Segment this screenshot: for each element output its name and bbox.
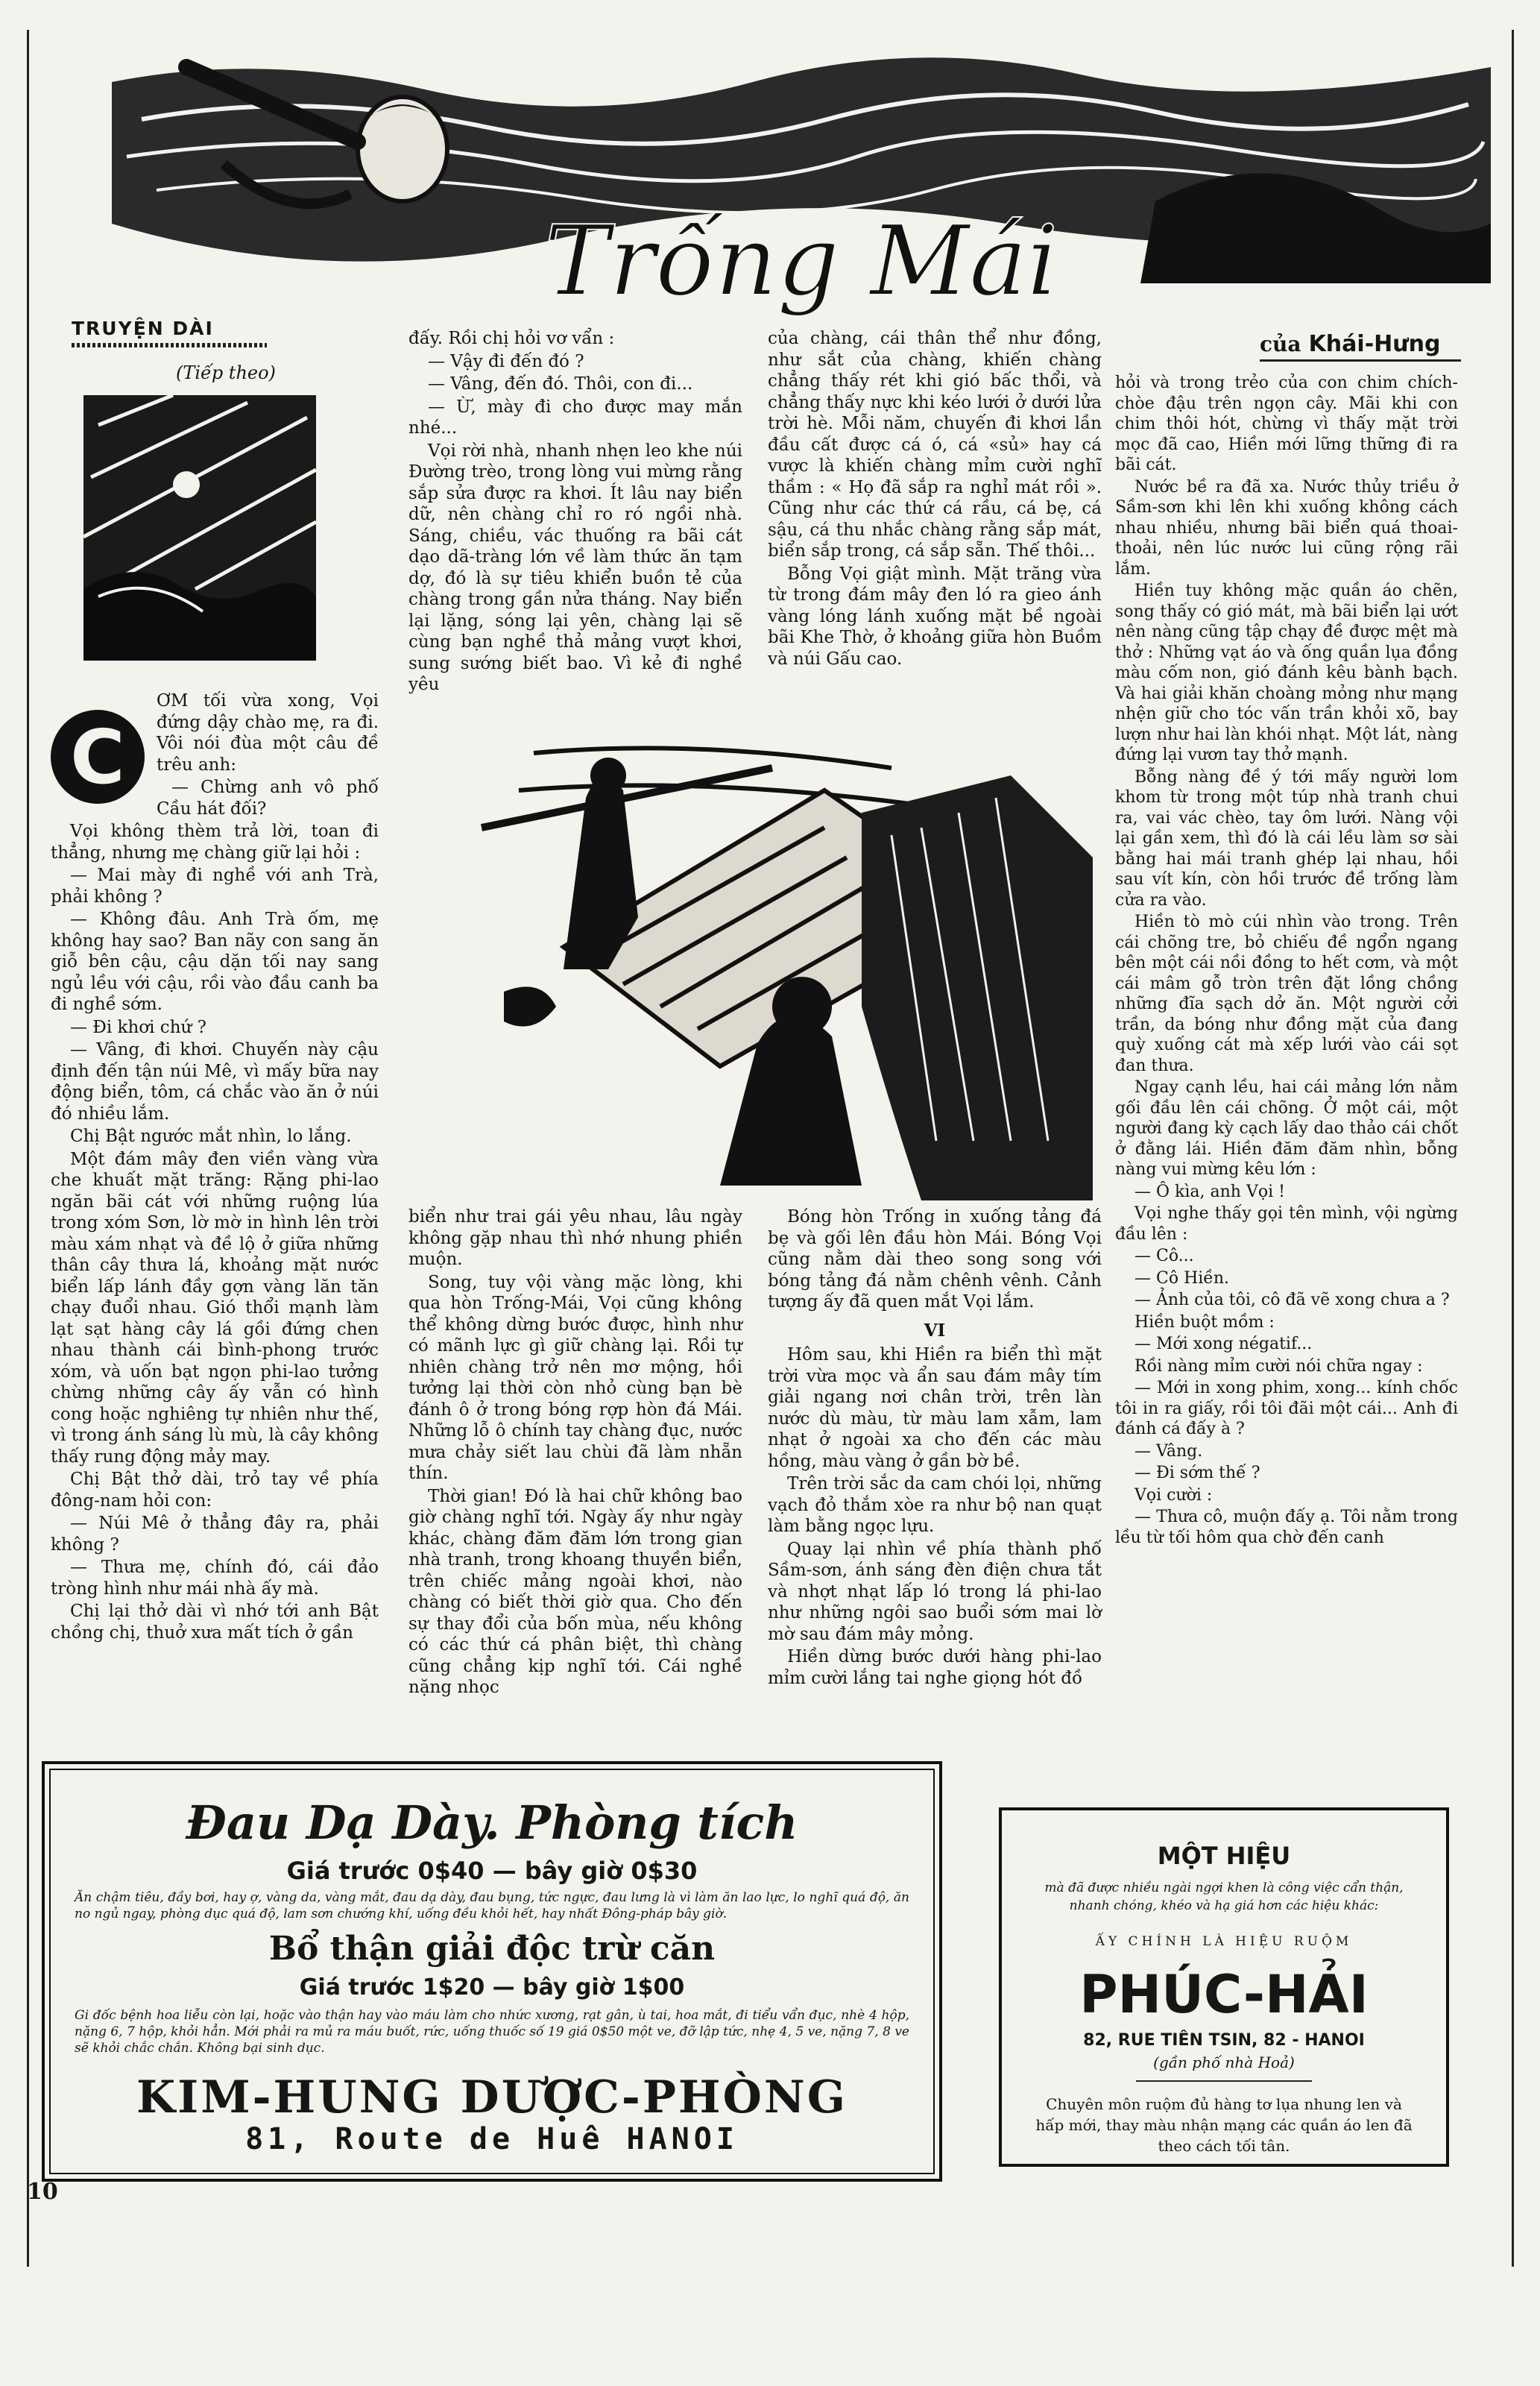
paragraph: — Đi khơi chứ ? [70, 1017, 206, 1037]
paragraph: của chàng, cái thân thể như đồng, như sắt của chàng, khiến chàng chẳng thấy rét khi gió bấc thổi, và chẳng thấy nực khi kéo lưới ở dưới lửa trời hè. Mỗi năm, chuyến đi khơi lần đầu cất được cá ó, cá «sủ» hay cá vược là khiến chàng mỉm cười nghĩ thầm : « Họ đã sắp ra nghỉ mát rồi ». Cũng như các thứ cá rầu, cá bẹ, cá sậu, cá thu nhắc chàng rằng sắp mát, biển sắp trong, cá sắp sẵn. Thế thôi... [768, 329, 1102, 561]
paragraph: Vọi rời nhà, nhanh nhẹn leo khe núi Đường trèo, trong lòng vui mừng rằng sắp sửa được ra khơi. Ít lâu nay biển dữ, nên chàng chỉ ro ró ngồi nhà. Sáng, chiều, vác thuống ra bãi cát dạo dã-tràng lớn về làm thức ăn tạm dợ, đó là sự tiêu khiển buồn tẻ của chàng trong gần nửa tháng. Nay biển lại lặng, sóng lại yên, chàng lại sẽ cùng bạn nghề thả mảng vượt khơi, sung sướng biết bao. Vì kẻ đi nghề yêu [408, 441, 742, 694]
ad-address: 82, RUE TIÊN TSIN, 82 - HANOI [1083, 2031, 1365, 2050]
paragraph: đấy. Rồi chị hỏi vơ vẩn : [408, 329, 615, 348]
paragraph: Hiền buột mồm : [1135, 1312, 1275, 1332]
paragraph: Trên trời sắc da cam chói lọi, những vạch đỏ thắm xòe ra như bộ nan quạt làm bằng ngọc lựu. [768, 1474, 1102, 1536]
paragraph: Chị lại thở dài vì nhớ tới anh Bật chồng chị, thuở xưa mất tích ở gần [51, 1602, 379, 1643]
column-2-bottom [408, 1206, 742, 1700]
paragraph: biển như trai gái yêu nhau, lâu ngày không gặp nhau thì nhớ nhung phiền muộn. [408, 1207, 742, 1269]
ad-description: Chuyên môn ruộm đủ hàng tơ lụa nhung len và hấp mới, thay màu nhận mạng các quần áo len đã theo cách tối tân. [1035, 2095, 1413, 2155]
byline [1260, 331, 1440, 357]
paragraph: — Mai mày đi nghề với anh Trà, phải không ? [51, 866, 379, 907]
chapter-heading: VI [924, 1320, 946, 1341]
byline-underline [1260, 359, 1461, 362]
ad-tagline: ẤY CHÍNH LÀ HIỆU RUỘM [1095, 1934, 1353, 1949]
column-1 [51, 690, 379, 1645]
dye-shop-advertisement [999, 1807, 1449, 2167]
paragraph: — Ô kìa, anh Vọi ! [1135, 1182, 1285, 1201]
series-label: TRUYỆN DÀI [72, 318, 214, 339]
paragraph: Rồi nàng mỉm cười nói chữa ngay : [1135, 1356, 1423, 1376]
paragraph: — Cô Hiền. [1135, 1268, 1229, 1288]
page-number: 10 [27, 2179, 58, 2205]
paragraph: Song, tuy vội vàng mặc lòng, khi qua hòn Trống-Mái, Vọi cũng không thể không dừng bước được, hình như có mãnh lực gì giữ chàng lại. Rồi tự nhiên chàng trở nên mơ mộng, hồi tưởng lại thời còn nhỏ cùng bạn bè đánh ô ở trong bóng rợp hòn đá Mái. Những lỗ ô chính tay chàng đục, nước mưa chảy siết lau chùi đã làm nhẵn thín. [408, 1272, 742, 1483]
paragraph: Quay lại nhìn về phía thành phố Sầm-sơn, ánh sáng đèn điện chưa tắt và nhợt nhạt lấp ló trong lá phi-lao như những ngôi sao buổi sớm mai lờ mờ sau đám mây mỏng. [768, 1539, 1102, 1644]
paragraph: — Ảnh của tôi, cô đã vẽ xong chưa a ? [1135, 1291, 1450, 1309]
dropcap: C [51, 710, 145, 804]
column-3-top [768, 328, 1102, 671]
paragraph: Hiền tuy không mặc quần áo chẽn, song thấy có gió mát, mà bãi biển lại ướt nên nàng cũng tập chạy đề được mệt mà thở : Những vạt áo và ống quần lụa đồng màu cốm non, gió đánh kêu bành bạch. Và hai giải khăn choàng mỏng như mạng nhện giữ cho tóc vấn trần khỏi xõ, bay lượn như hai làn khói nhạt. Một lát, nàng đứng lại vươn tay thở mạnh. [1115, 582, 1458, 764]
paragraph: Vọi cười : [1135, 1485, 1213, 1505]
ad-headline: MỘT HIỆU [1157, 1842, 1291, 1870]
column-3-bottom [768, 1206, 1102, 1690]
byline-prefix: của [1260, 332, 1301, 356]
paragraph: — Không đâu. Anh Trà ốm, mẹ không hay sao? Ban nãy con sang ăn giỗ bên cậu, cậu dặn tối nay sang ngủ lều với cậu, rồi vào đầu canh ba đi nghề sớm. [51, 910, 379, 1014]
ad-divider [1136, 2080, 1312, 2082]
paragraph: Bỗng nàng đề ý tới mấy người lom khom từ trong một túp nhà tranh chui ra, vai vác chèo, tay ôm lưới. Nàng vội lại gần xem, thì đó là cái lều làm sơ sài bằng hai mái tranh ghép lại nhau, hồi sau vít kín, còn hồi trước đề trống làm cửa ra vào. [1115, 767, 1458, 910]
paragraph: Chị Bật ngước mắt nhìn, lo lắng. [70, 1127, 352, 1146]
banner-illustration [112, 37, 1491, 321]
paragraph: Hôm sau, khi Hiền ra biển thì mặt trời vừa mọc và ẩn sau đám mây tím giải ngang nơi chân trời, trên làn nước dù màu, từ màu lam xẫm, lam nhạt ở ngoài xa cho đến các màu hồng, màu vàng ở gần bờ bề. [768, 1345, 1102, 1471]
paragraph: ƠM tối vừa xong, Vọi đứng dậy chào mẹ, ra đi. Vôi nói đùa một câu đề trêu anh: [157, 691, 379, 775]
ad-price: Giá trước 1$20 — bây giờ 1$00 [299, 1974, 685, 2001]
story-title: Trống Mái [544, 204, 1058, 318]
right-frame-line [1512, 30, 1514, 2267]
column-4 [1115, 373, 1458, 1549]
author-name: Khái-Hưng [1308, 331, 1441, 357]
continued-label: (Tiếp theo) [176, 362, 276, 383]
ad-headline: Đau Dạ Dày. Phòng tích [186, 1795, 798, 1850]
ad-brand-name: PHÚC-HẢI [1079, 1964, 1369, 2025]
paragraph: Bỗng Vọi giật mình. Mặt trăng vừa từ trong đám mây đen ló ra gieo ánh vàng lóng lánh xuống mặt bề ngoài bãi Khe Thờ, ở khoảng giữa hòn Buồm và núi Gấu cao. [768, 564, 1102, 669]
paragraph: Chị Bật thở dài, trỏ tay về phía đông-nam hỏi con: [51, 1470, 379, 1511]
paragraph: — Vâng, đi khơi. Chuyến này cậu định đến tận núi Mê, vì mấy bữa nay động biển, tôm, cá chắc vào ăn ở núi đó nhiều lắm. [51, 1040, 379, 1124]
column-2-top [408, 328, 742, 697]
pharmacy-advertisement [42, 1761, 942, 2182]
paragraph: — Mới xong négatif... [1135, 1335, 1313, 1353]
ad-intro: mà đã được nhiều ngài ngợi khen là công việc cẩn thận, nhanh chóng, khéo và hạ giá hơn các hiệu khác: [1044, 1880, 1404, 1913]
paragraph: — Vâng. [1135, 1441, 1203, 1461]
ad-location-note: (gần phố nhà Hoả) [1153, 2053, 1295, 2071]
ad-description: Ăn chậm tiêu, đầy bơi, hay ợ, vàng da, vàng mắt, đau dạ dày, đau bụng, tức ngực, đau lưng là vì làm ăn lao lực, lo nghĩ quá độ, ăn no ngủ ngay, phòng dục quá độ, lam sơn chướng khí, uống đều khỏi hết, hay nhất Đông-pháp bây giờ. [75, 1890, 909, 1921]
paragraph: — Thưa mẹ, chính đó, cái đảo tròng hình như mái nhà ấy mà. [51, 1558, 379, 1599]
paragraph: Nước bề ra đã xa. Nước thủy triều ở Sầm-sơn khi lên khi xuống không cách nhau nhiều, nhưng bãi biển quá thoai-thoải, nên lúc nước lui cũng rộng rãi lắm. [1115, 477, 1458, 579]
paragraph: Ngay cạnh lều, hai cái mảng lớn nằm gối đầu lên cái chõng. Ở một cái, một người đang kỳ cạch lấy dao thảo cái chốt ở đằng lái. Hiền đăm đăm nhìn, bỗng nàng vui mừng kêu lớn : [1115, 1078, 1458, 1179]
paragraph: — Mới in xong phim, xong... kính chốc tôi in ra giấy, rồi tôi đãi một cái... Anh đi đánh cá đấy à ? [1115, 1379, 1458, 1438]
paragraph: — Đi sớm thế ? [1135, 1464, 1260, 1482]
paragraph: Vọi nghe thấy gọi tên mình, vội ngừng đầu lên : [1115, 1204, 1458, 1244]
paragraph: — Ừ, mày đi cho được may mắn nhé... [408, 397, 742, 438]
paragraph: hỏi và trong trẻo của con chim chích-chòe đậu trên ngọn cây. Mãi khi con chim thôi hót, chừng vì thấy mặt trời mọc đã cao, Hiền mới lững thững đi ra bãi cát. [1115, 374, 1458, 474]
ad-description: Gi đốc bệnh hoa liễu còn lại, hoặc vào thận hay vào máu làm cho nhức xương, rạt gân, ù tai, hoa mắt, đi tiểu vẩn đục, nhè 4 hộp, nặng 6, 7 hộp, khỏi hẳn. Mới phải ra mủ ra máu buốt, rức, uống thuốc số 19 giá 0$50 một ve, đỡ lập tức, nhẹ 4, 5 ve, nặng 7, 8 ve sẽ khỏi chắc chắn. Không bại sinh dục. [75, 2008, 909, 2056]
left-frame-line [27, 30, 29, 2267]
ad-brand-name: KIM-HUNG DƯỢC-PHÒNG [136, 2071, 848, 2124]
paragraph: — Vậy đi đến đó ? [428, 351, 584, 371]
paragraph: — Núi Mê ở thẳng đây ra, phải không ? [51, 1514, 379, 1555]
paragraph: Hiền tò mò cúi nhìn vào trong. Trên cái chõng tre, bỏ chiếu đề ngổn ngang bên một cái nồi đồng to hết cơm, và một cái mâm gỗ tròn trên đặt lồng chồng những đĩa sạch dở ăn. Một người cởi trần, da bóng như đồng mặt của đang quỳ xuống cát mà xếp lưới vào cái sọt đan thưa. [1115, 913, 1458, 1075]
paragraph: — Chừng anh vô phố Cầu hát đối? [157, 778, 379, 819]
ad-price: Giá trước 0$40 — bây giờ 0$30 [286, 1857, 698, 1885]
paragraph: Một đám mây đen viền vàng vừa che khuất mặt trăng: Rặng phi-lao ngăn bãi cát với những ruộng lúa trong xóm Sơn, lờ mờ in hình lên trời màu xám nhạt và đề lộ ở giữa những thân cây thưa lá, khoảng mặt nước biển lấp lánh đầy gợn vàng lăn tăn chạy đuổi nhau. Gió thổi mạnh làm lạt sạt hàng cây lá gồi đứng chen nhau thành cái bình-phong trước xóm, và uốn bạt ngọn phi-lao tưởng chừng những cây ấy vẫn có hình cong hoặc nghiêng tự nhiên như thế, vì trong ánh sáng lù mù, là cây không thấy rung động mảy may. [51, 1149, 379, 1467]
night-sea-illustration [83, 395, 316, 661]
paragraph: — Thưa cô, muộn đấy ạ. Tôi nằm trong lều từ tối hôm qua chờ đến canh [1115, 1508, 1458, 1547]
ad-address: 81, Route de Huê HANOI [245, 2122, 739, 2156]
paragraph: Hiền dừng bước dưới hàng phi-lao mỉm cười lắng tai nghe giọng hót đồ [768, 1647, 1102, 1688]
paragraph: — Vâng, đến đó. Thôi, con đi... [428, 374, 693, 394]
paragraph: Thời gian! Đó là hai chữ không bao giờ chàng nghĩ tới. Ngày ấy như ngày khác, chàng đăm đăm lớn trong gian nhà tranh, trong khoang thuyền biển, trên chiếc mảng ngoài khơi, nào chàng có biết thời giờ qua. Cho đến sự thay đổi của bốn mùa, nếu không có các thứ cá phân biệt, thì chàng cũng chẳng kịp nghĩ tới. Cái nghề nặng nhọc [408, 1486, 742, 1697]
ad-subheadline: Bổ thận giải độc trừ căn [268, 1930, 716, 1968]
paragraph: — Cô... [1135, 1247, 1194, 1265]
fishermen-illustration [474, 723, 1093, 1200]
paragraph: Vọi không thèm trả lời, toan đi thẳng, nhưng mẹ chàng giữ lại hỏi : [51, 822, 379, 863]
paragraph: Bóng hòn Trống in xuống tảng đá bẹ và gối lên đầu hòn Mái. Bóng Vọi cũng nằm dài theo song song với bóng tảng đá nằm chênh vênh. Cảnh tượng ấy đã quen mắt Vọi lắm. [768, 1207, 1102, 1312]
series-underline [72, 343, 267, 347]
